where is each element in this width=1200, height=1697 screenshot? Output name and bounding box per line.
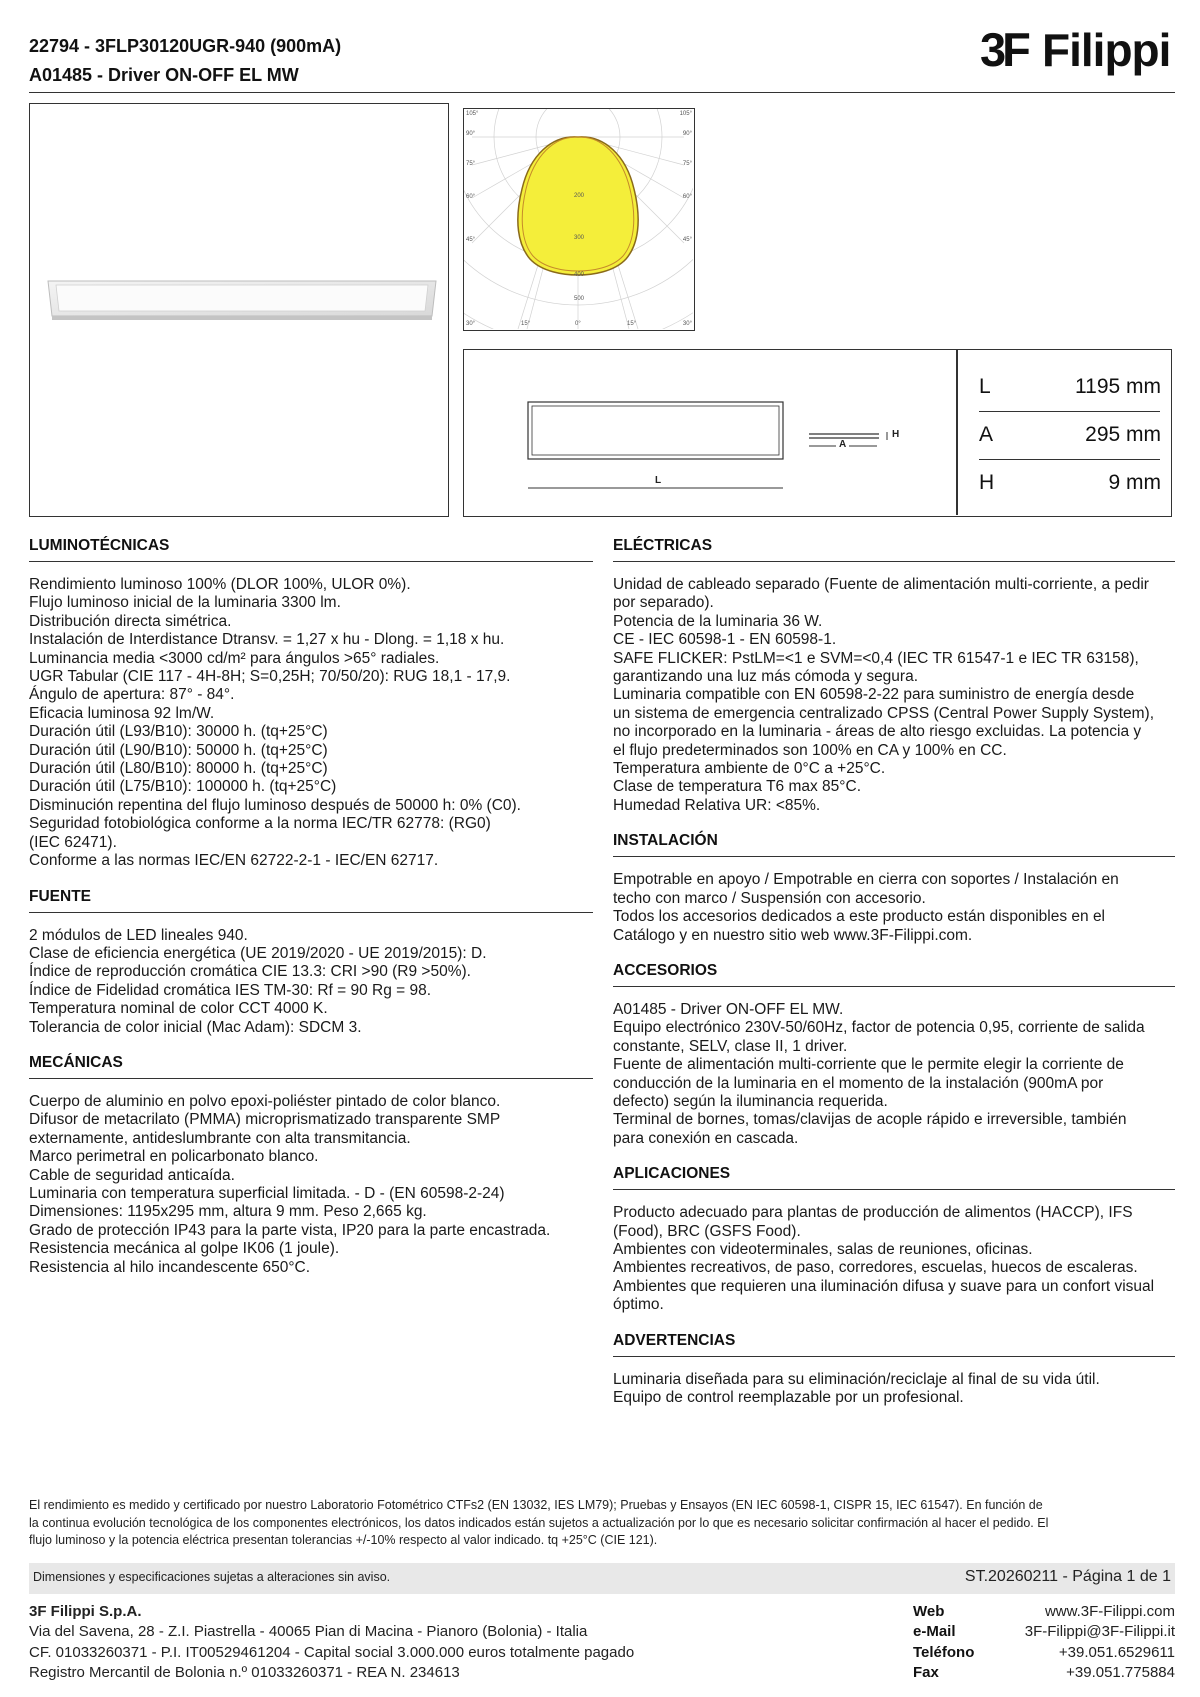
accessory-title: A01485 - Driver ON-OFF EL MW <box>29 65 299 85</box>
spec-line: CE - IEC 60598-1 - EN 60598-1. <box>613 631 837 649</box>
document-title <box>29 32 341 90</box>
contact-label-web: Web <box>913 1603 945 1620</box>
label-top-left: 105° <box>466 111 479 117</box>
spec-line: Todos los accesorios dedicados a este producto están disponibles en el <box>613 908 1106 926</box>
dimension-key: L <box>979 375 991 398</box>
page-info: ST.20260211 - Página 1 de 1 <box>964 1568 1171 1585</box>
spec-line: 2 módulos de LED lineales 940. <box>29 926 248 944</box>
spec-line: A01485 - Driver ON-OFF EL MW. <box>613 1000 844 1018</box>
luminaire-panel-image <box>30 104 447 515</box>
left-column <box>29 537 593 1277</box>
spec-line: Terminal de bornes, tomas/clavijas de acople rápido e irreversible, también <box>613 1111 1127 1129</box>
disclaimer-text: Dimensiones y especificaciones sujetas a alteraciones sin aviso. <box>33 1570 391 1584</box>
section-accesorios <box>613 962 1175 1148</box>
bottom-label-30-left: 30° <box>466 321 476 327</box>
spec-line: un sistema de emergencia centralizado CPSS (Central Power Supply System), <box>613 704 1155 722</box>
spec-line: externamente, antideslumbrante con alta transmitancia. <box>29 1129 411 1147</box>
spec-line: Disminución repentina del flujo luminoso después de 50000 h: 0% (C0). <box>29 796 521 814</box>
light-distribution-curve <box>518 137 638 275</box>
product-image-box <box>29 103 449 517</box>
logo-mark: 3F <box>980 23 1027 76</box>
spec-line: Equipo de control reemplazable por un profesional. <box>613 1389 964 1406</box>
contact-values <box>1025 1602 1175 1684</box>
label-left-60: 60° <box>466 194 476 200</box>
spec-line: Difusor de metacrilato (PMMA) microprismatizado transparente SMP <box>29 1111 501 1129</box>
dimension-separator <box>979 459 1160 460</box>
spec-line: Índice de reproducción cromática CIE 13.3: CRI >90 (R9 >50%). <box>29 963 471 981</box>
section-luminotecnicas <box>29 537 593 871</box>
spec-line: constante, SELV, clase II, 1 driver. <box>613 1037 848 1055</box>
section-rule <box>613 1189 1175 1190</box>
spec-line: Clase de eficiencia energética (UE 2019/2020 - UE 2019/2015): D. <box>29 944 487 962</box>
spec-line: Catálogo y en nuestro sitio web www.3F-Filippi.com. <box>613 926 973 944</box>
disclaimer-bar <box>29 1563 1175 1594</box>
spec-line: Luminaria diseñada para su eliminación/reciclaje al final de su vida útil. <box>613 1370 1100 1388</box>
section-body <box>29 927 593 1037</box>
section-body <box>613 1371 1175 1408</box>
section-title: LUMINOTÉCNICAS <box>29 537 170 554</box>
logo-text: Filippi <box>1042 24 1171 76</box>
spec-line: para conexión en cascada. <box>613 1129 799 1147</box>
contact-web-link[interactable]: www.3F-Filippi.com <box>1044 1603 1175 1620</box>
note-line: la continua evolución tecnológica de los componentes electrónicos, los datos indicados están sujetos a actualización por lo que es necesario solicitar confirmación al hacer el pedido. El <box>29 1515 1049 1530</box>
dimension-value: 9 mm <box>1108 471 1161 494</box>
spec-line: Flujo luminoso inicial de la luminaria 3300 lm. <box>29 594 341 612</box>
spec-line: Luminancia media <3000 cd/m² para ángulos >65° radiales. <box>29 649 440 667</box>
contact-label-fax: Fax <box>913 1664 939 1682</box>
radial-label-500: 500 <box>574 296 585 302</box>
dimension-value: 1195 mm <box>1075 375 1161 398</box>
spec-line: UGR Tabular (CIE 117 - 4H-8H; S=0,25H; 70/50/20): RUG 18,1 - 17,9. <box>29 668 511 686</box>
spec-line: Luminaria compatible con EN 60598-2-22 para suministro de energía desde <box>613 686 1135 704</box>
spec-line: Clase de temperatura T6 max 85°C. <box>613 778 861 796</box>
note-line: El rendimiento es medido y certificado por nuestro Laboratorio Fotométrico CTFs2 (EN 13032, IES LM79); Pruebas y Ensayos (EN IEC 60598-1, CISPR 15, IEC 61547). En función de <box>29 1498 1043 1512</box>
spec-line: Ambientes recreativos, de paso, corredores, escuelas, huecos de escaleras. <box>613 1259 1138 1277</box>
spec-line: Ambientes con videoterminales, salas de reuniones, oficinas. <box>613 1240 1033 1258</box>
label-left-45: 45° <box>466 237 476 243</box>
contact-email-link[interactable]: 3F-Filippi@3F-Filippi.it <box>1024 1623 1175 1641</box>
spec-line: Humedad Relativa UR: <85%. <box>613 796 821 814</box>
spec-line: Instalación de Interdistance Dtransv. = 1,27 x hu - Dlong. = 1,18 x hu. <box>29 631 505 649</box>
spec-line: Unidad de cableado separado (Fuente de alimentación multi-corriente, a pedir <box>613 576 1149 593</box>
section-rule <box>613 856 1175 857</box>
dimension-key: H <box>979 471 995 494</box>
spec-line: Fuente de alimentación multi-corriente que le permite elegir la corriente de <box>613 1056 1124 1074</box>
spec-line: Duración útil (L75/B10): 100000 h. (tq+25°C) <box>29 778 337 796</box>
label-left-90: 90° <box>466 131 476 137</box>
spec-line: óptimo. <box>613 1296 664 1314</box>
section-body <box>29 1093 593 1277</box>
drawing-label-length: L <box>652 475 664 486</box>
company-registry: Registro Mercantil de Bolonia n.º 01033260371 - REA N. 234613 <box>29 1664 460 1682</box>
certification-note <box>29 1497 1175 1550</box>
section-title: ELÉCTRICAS <box>613 537 713 554</box>
company-address: Via del Savena, 28 - Z.I. Piastrella - 40065 Pian di Macina - Pianoro (Bolonia) - Italia <box>29 1623 588 1641</box>
section-rule <box>613 986 1175 987</box>
contact-label-email: e-Mail <box>913 1623 956 1641</box>
bottom-label-30-right: 30° <box>682 321 692 327</box>
section-rule <box>613 1356 1175 1357</box>
right-column <box>613 537 1175 1407</box>
spec-line: Índice de Fidelidad cromática IES TM-30: Rf = 90 Rg = 98. <box>29 981 432 999</box>
spec-line: Equipo electrónico 230V-50/60Hz, factor de potencia 0,95, corriente de salida <box>613 1019 1145 1037</box>
section-rule <box>29 561 593 562</box>
radial-label-300: 300 <box>574 235 585 241</box>
spec-line: Temperatura nominal de color CCT 4000 K. <box>29 1000 328 1018</box>
spec-line: Duración útil (L80/B10): 80000 h. (tq+25°C) <box>29 760 328 778</box>
spec-line: Temperatura ambiente de 0°C a +25°C. <box>613 760 886 778</box>
spec-line: Grado de protección IP43 para la parte vista, IP20 para la parte encastrada. <box>29 1221 551 1239</box>
product-code-title: 22794 - 3FLP30120UGR-940 (900mA) <box>29 36 342 56</box>
drawing-label-height: H <box>892 429 900 440</box>
label-top-right: 105° <box>679 111 692 117</box>
spec-line: Eficacia luminosa 92 lm/W. <box>29 704 215 722</box>
spec-line: Marco perimetral en policarbonato blanco. <box>29 1148 319 1166</box>
section-electricas <box>613 537 1175 815</box>
spec-line: Ambientes que requieren una iluminación difusa y suave para un confort visual <box>613 1277 1155 1295</box>
drawing-label-width: A <box>836 439 849 450</box>
section-title: FUENTE <box>29 887 91 905</box>
company-info <box>29 1602 634 1684</box>
spec-line: Seguridad fotobiológica conforme a la norma IEC/TR 62778: (RG0) <box>29 815 491 833</box>
spec-line: (Food), BRC (GSFS Food). <box>613 1222 801 1240</box>
section-body <box>613 1204 1175 1314</box>
section-rule <box>29 1078 593 1079</box>
contact-labels <box>913 1602 974 1684</box>
label-right-45: 45° <box>682 237 692 243</box>
section-body <box>613 576 1175 815</box>
spec-line: (IEC 62471). <box>29 833 117 851</box>
spec-line: por separado). <box>613 594 714 612</box>
note-line: flujo luminoso y la potencia eléctrica presentan tolerancias +/-10% respecto al valor indicado. tq +25°C (CIE 121). <box>29 1533 658 1547</box>
spec-line: SAFE FLICKER: PstLM=<1 e SVM=<0,4 (IEC TR 61547-1 e IEC TR 63158), <box>613 649 1139 667</box>
section-title: ADVERTENCIAS <box>613 1331 736 1349</box>
spec-line: defecto) según la iluminancia requerida. <box>613 1092 888 1110</box>
spec-line: el flujo predeterminados son 100% en CA y 100% en CC. <box>613 741 1007 759</box>
spec-line: Tolerancia de color inicial (Mac Adam): SDCM 3. <box>29 1018 362 1036</box>
spec-line: Cable de seguridad anticaída. <box>29 1166 235 1184</box>
section-rule <box>613 561 1175 562</box>
section-aplicaciones <box>613 1165 1175 1314</box>
spec-line: Cuerpo de aluminio en polvo epoxi-poliéster pintado de color blanco. <box>29 1092 501 1110</box>
section-title: INSTALACIÓN <box>613 832 718 850</box>
section-title: APLICACIONES <box>613 1165 731 1183</box>
spec-line: Empotrable en apoyo / Empotrable en cierra con soportes / Instalación en <box>613 871 1119 889</box>
spec-line: conducción de la luminaria en el momento de la instalación (900mA por <box>613 1074 1104 1092</box>
radial-label-400: 400 <box>574 272 585 278</box>
contact-label-phone: Teléfono <box>913 1643 975 1661</box>
spec-line: Resistencia mecánica al golpe IK06 (1 joule). <box>29 1240 340 1258</box>
section-body <box>613 871 1175 945</box>
section-instalacion <box>613 832 1175 945</box>
dimension-value: 295 mm <box>1085 423 1161 446</box>
spec-line: Rendimiento luminoso 100% (DLOR 100%, ULOR 0%). <box>29 576 411 593</box>
photometric-polar-chart <box>463 108 695 331</box>
contact-fax: +39.051.775884 <box>1066 1664 1175 1682</box>
section-body <box>29 576 593 871</box>
spec-line: no incorporado en la luminaria - áreas de alto riesgo excluidas. La potencia y <box>613 723 1142 741</box>
section-mecanicas <box>29 1054 593 1277</box>
spec-line: Duración útil (L90/B10): 50000 h. (tq+25°C) <box>29 741 328 759</box>
company-name: 3F Filippi S.p.A. <box>29 1603 142 1620</box>
contact-phone: +39.051.6529611 <box>1058 1643 1175 1661</box>
section-rule <box>29 912 593 913</box>
dimension-key: A <box>979 423 994 446</box>
label-left-75: 75° <box>466 161 476 167</box>
label-right-75: 75° <box>682 161 692 167</box>
spec-line: Potencia de la luminaria 36 W. <box>613 612 823 630</box>
spec-line: Producto adecuado para plantas de producción de alimentos (HACCP), IFS <box>613 1204 1133 1222</box>
spec-line: Luminaria con temperatura superficial limitada. - D - (EN 60598-2-24) <box>29 1184 505 1202</box>
label-right-60: 60° <box>682 194 692 200</box>
filippi-logo <box>980 24 1176 76</box>
spec-line: Conforme a las normas IEC/EN 62722-2-1 - IEC/EN 62717. <box>29 852 439 870</box>
spec-line: techo con marco / Suspensión con accesorio. <box>613 889 926 907</box>
header-divider <box>29 92 1175 93</box>
bottom-label-15-right: 15° <box>627 321 637 327</box>
spec-line: Distribución directa simétrica. <box>29 612 232 630</box>
spec-line: Ángulo de apertura: 87° - 84°. <box>29 686 235 704</box>
spec-line: garantizando una luz más cómoda y segura. <box>613 668 919 686</box>
section-title: ACCESORIOS <box>613 961 718 979</box>
spec-line: Resistencia al hilo incandescente 650°C. <box>29 1258 311 1276</box>
drawing-divider <box>956 350 958 515</box>
dimension-separator <box>979 411 1160 412</box>
company-tax-info: CF. 01033260371 - P.I. IT00529461204 - Capital social 3.000.000 euros totalmente pagado <box>29 1643 635 1661</box>
label-right-90: 90° <box>682 131 692 137</box>
spec-line: Dimensiones: 1195x295 mm, altura 9 mm. Peso 2,665 kg. <box>29 1203 427 1221</box>
bottom-label-15-left: 15° <box>521 321 531 327</box>
section-body <box>613 1001 1175 1148</box>
radial-label-200: 200 <box>574 193 585 199</box>
section-advertencias <box>613 1332 1175 1408</box>
section-fuente <box>29 888 593 1037</box>
section-title: MECÁNICAS <box>29 1053 123 1071</box>
spec-line: Duración útil (L93/B10): 30000 h. (tq+25°C) <box>29 723 328 741</box>
technical-drawing <box>464 350 956 515</box>
bottom-label-0: 0° <box>575 321 581 327</box>
dimensions-drawing-box <box>463 349 1172 517</box>
